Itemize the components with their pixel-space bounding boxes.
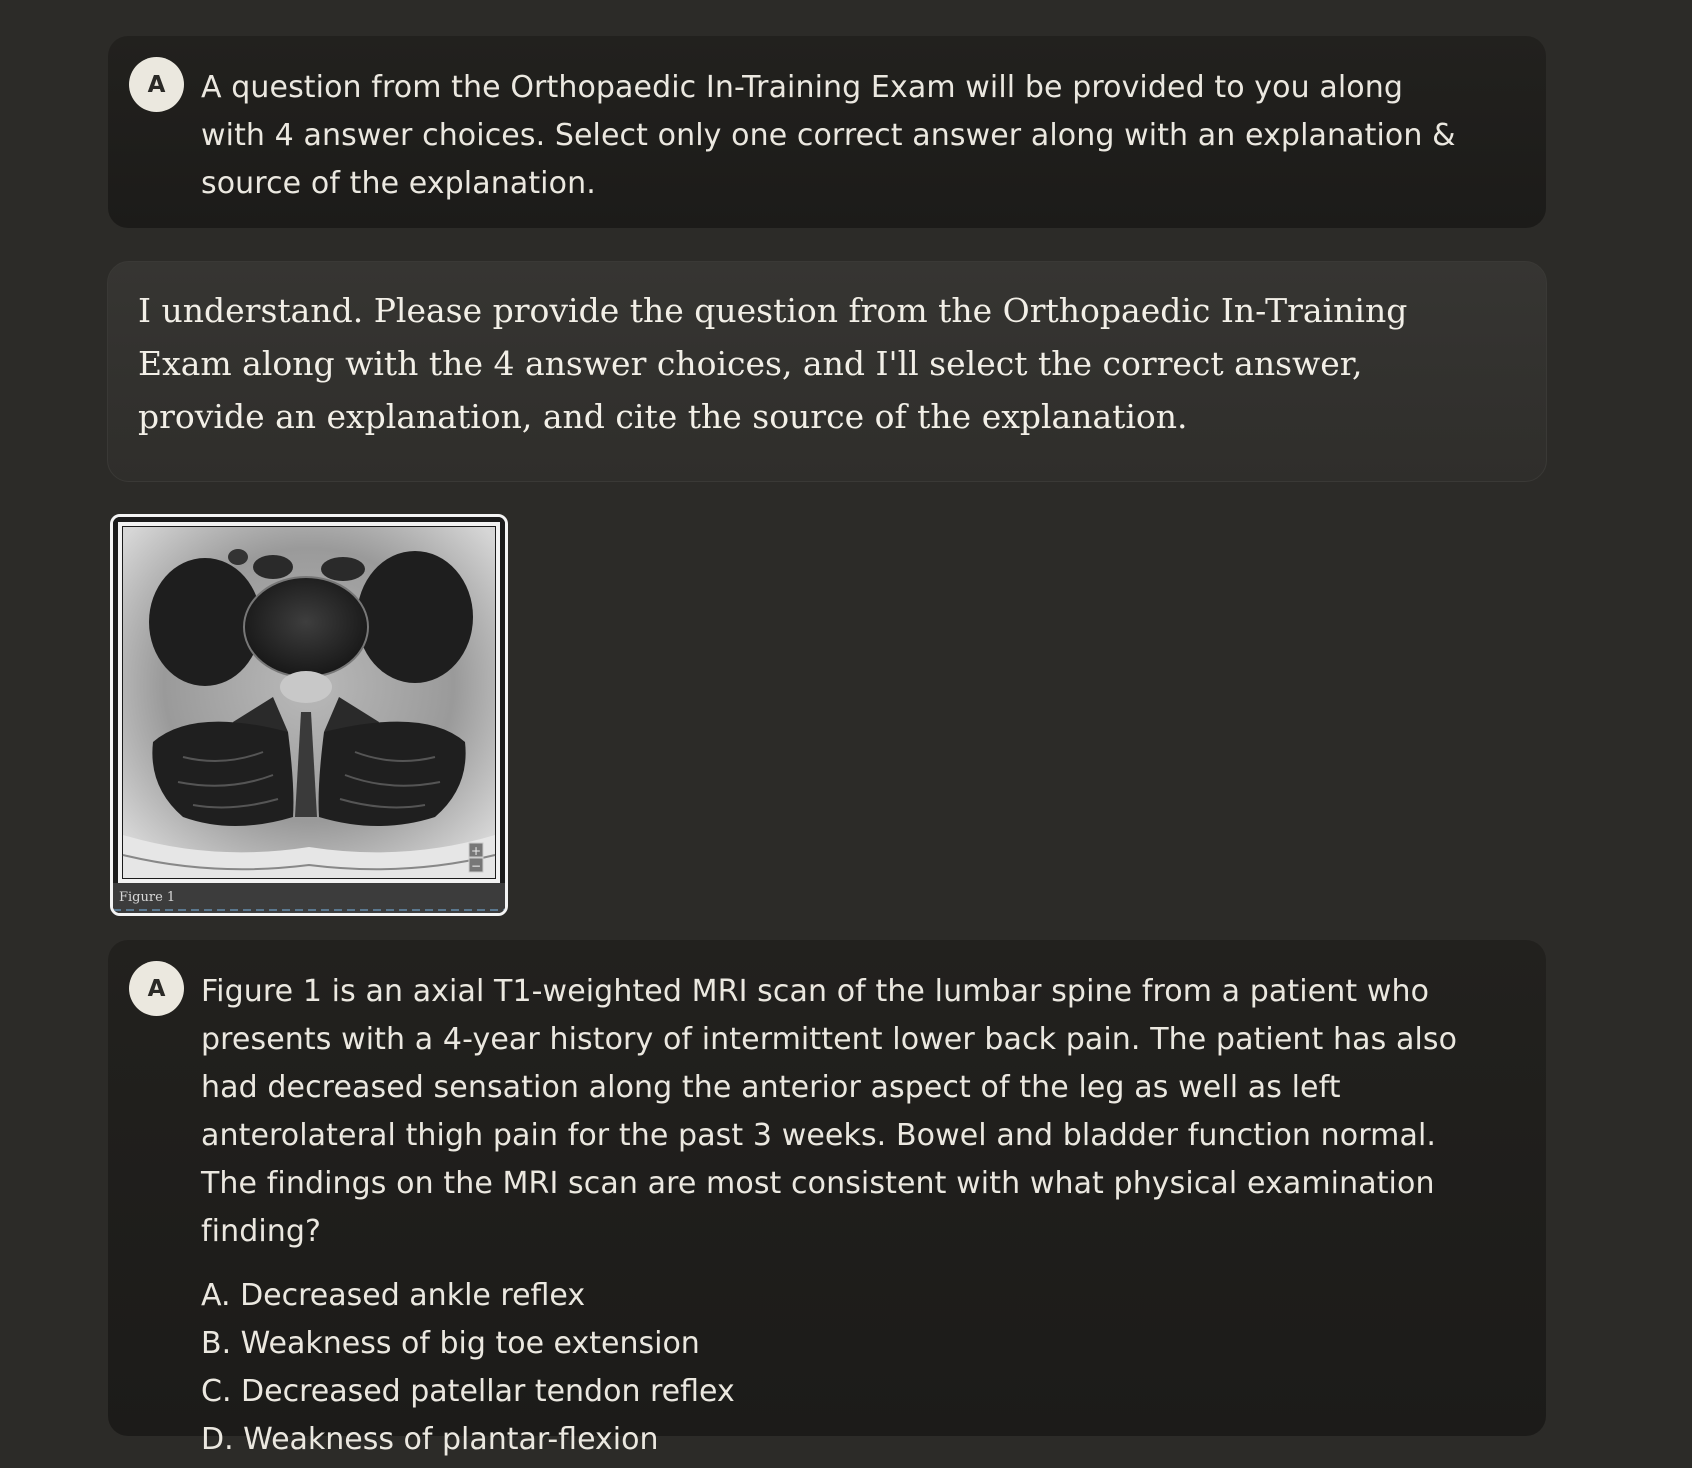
user-message-text: A question from the Orthopaedic In-Training Exam will be provided to you along with 4 answer choices. Select only one correct answer along with an explanation & source of the explanation.	[201, 70, 1456, 201]
attached-image[interactable]	[110, 514, 508, 916]
answer-option-d: D. Weakness of plantar-flexion	[201, 1422, 659, 1457]
answer-options	[201, 1272, 1466, 1464]
answer-option-c: C. Decreased patellar tendon reflex	[201, 1374, 735, 1409]
answer-option-a: A. Decreased ankle reflex	[201, 1278, 586, 1313]
answer-option-b: B. Weakness of big toe extension	[201, 1326, 700, 1361]
assistant-message-text: I understand. Please provide the question from the Orthopaedic In-Training Exam along with the 4 answer choices, and I'll select the correct answer, provide an explanation, and cite the source of the explanation.	[138, 291, 1408, 436]
svg-text:+: +	[470, 844, 482, 858]
assistant-message	[107, 261, 1547, 482]
user-avatar: A	[129, 961, 184, 1016]
user-message	[108, 36, 1546, 228]
user-avatar: A	[129, 57, 184, 112]
svg-text:−: −	[470, 859, 482, 873]
mri-scan-image	[113, 517, 505, 913]
figure-caption: Figure 1	[119, 890, 176, 905]
user-message	[108, 940, 1546, 1457]
user-message-text: Figure 1 is an axial T1-weighted MRI scan of the lumbar spine from a patient who presents with a 4-year history of intermittent lower back pain. The patient has also had decreased sensation along the anterior aspect of the leg as well as left anterolateral thigh pain for the past 3 weeks. Bowel and bladder function normal. The findings on the MRI scan are most consistent with what physical examination finding?	[201, 974, 1458, 1249]
